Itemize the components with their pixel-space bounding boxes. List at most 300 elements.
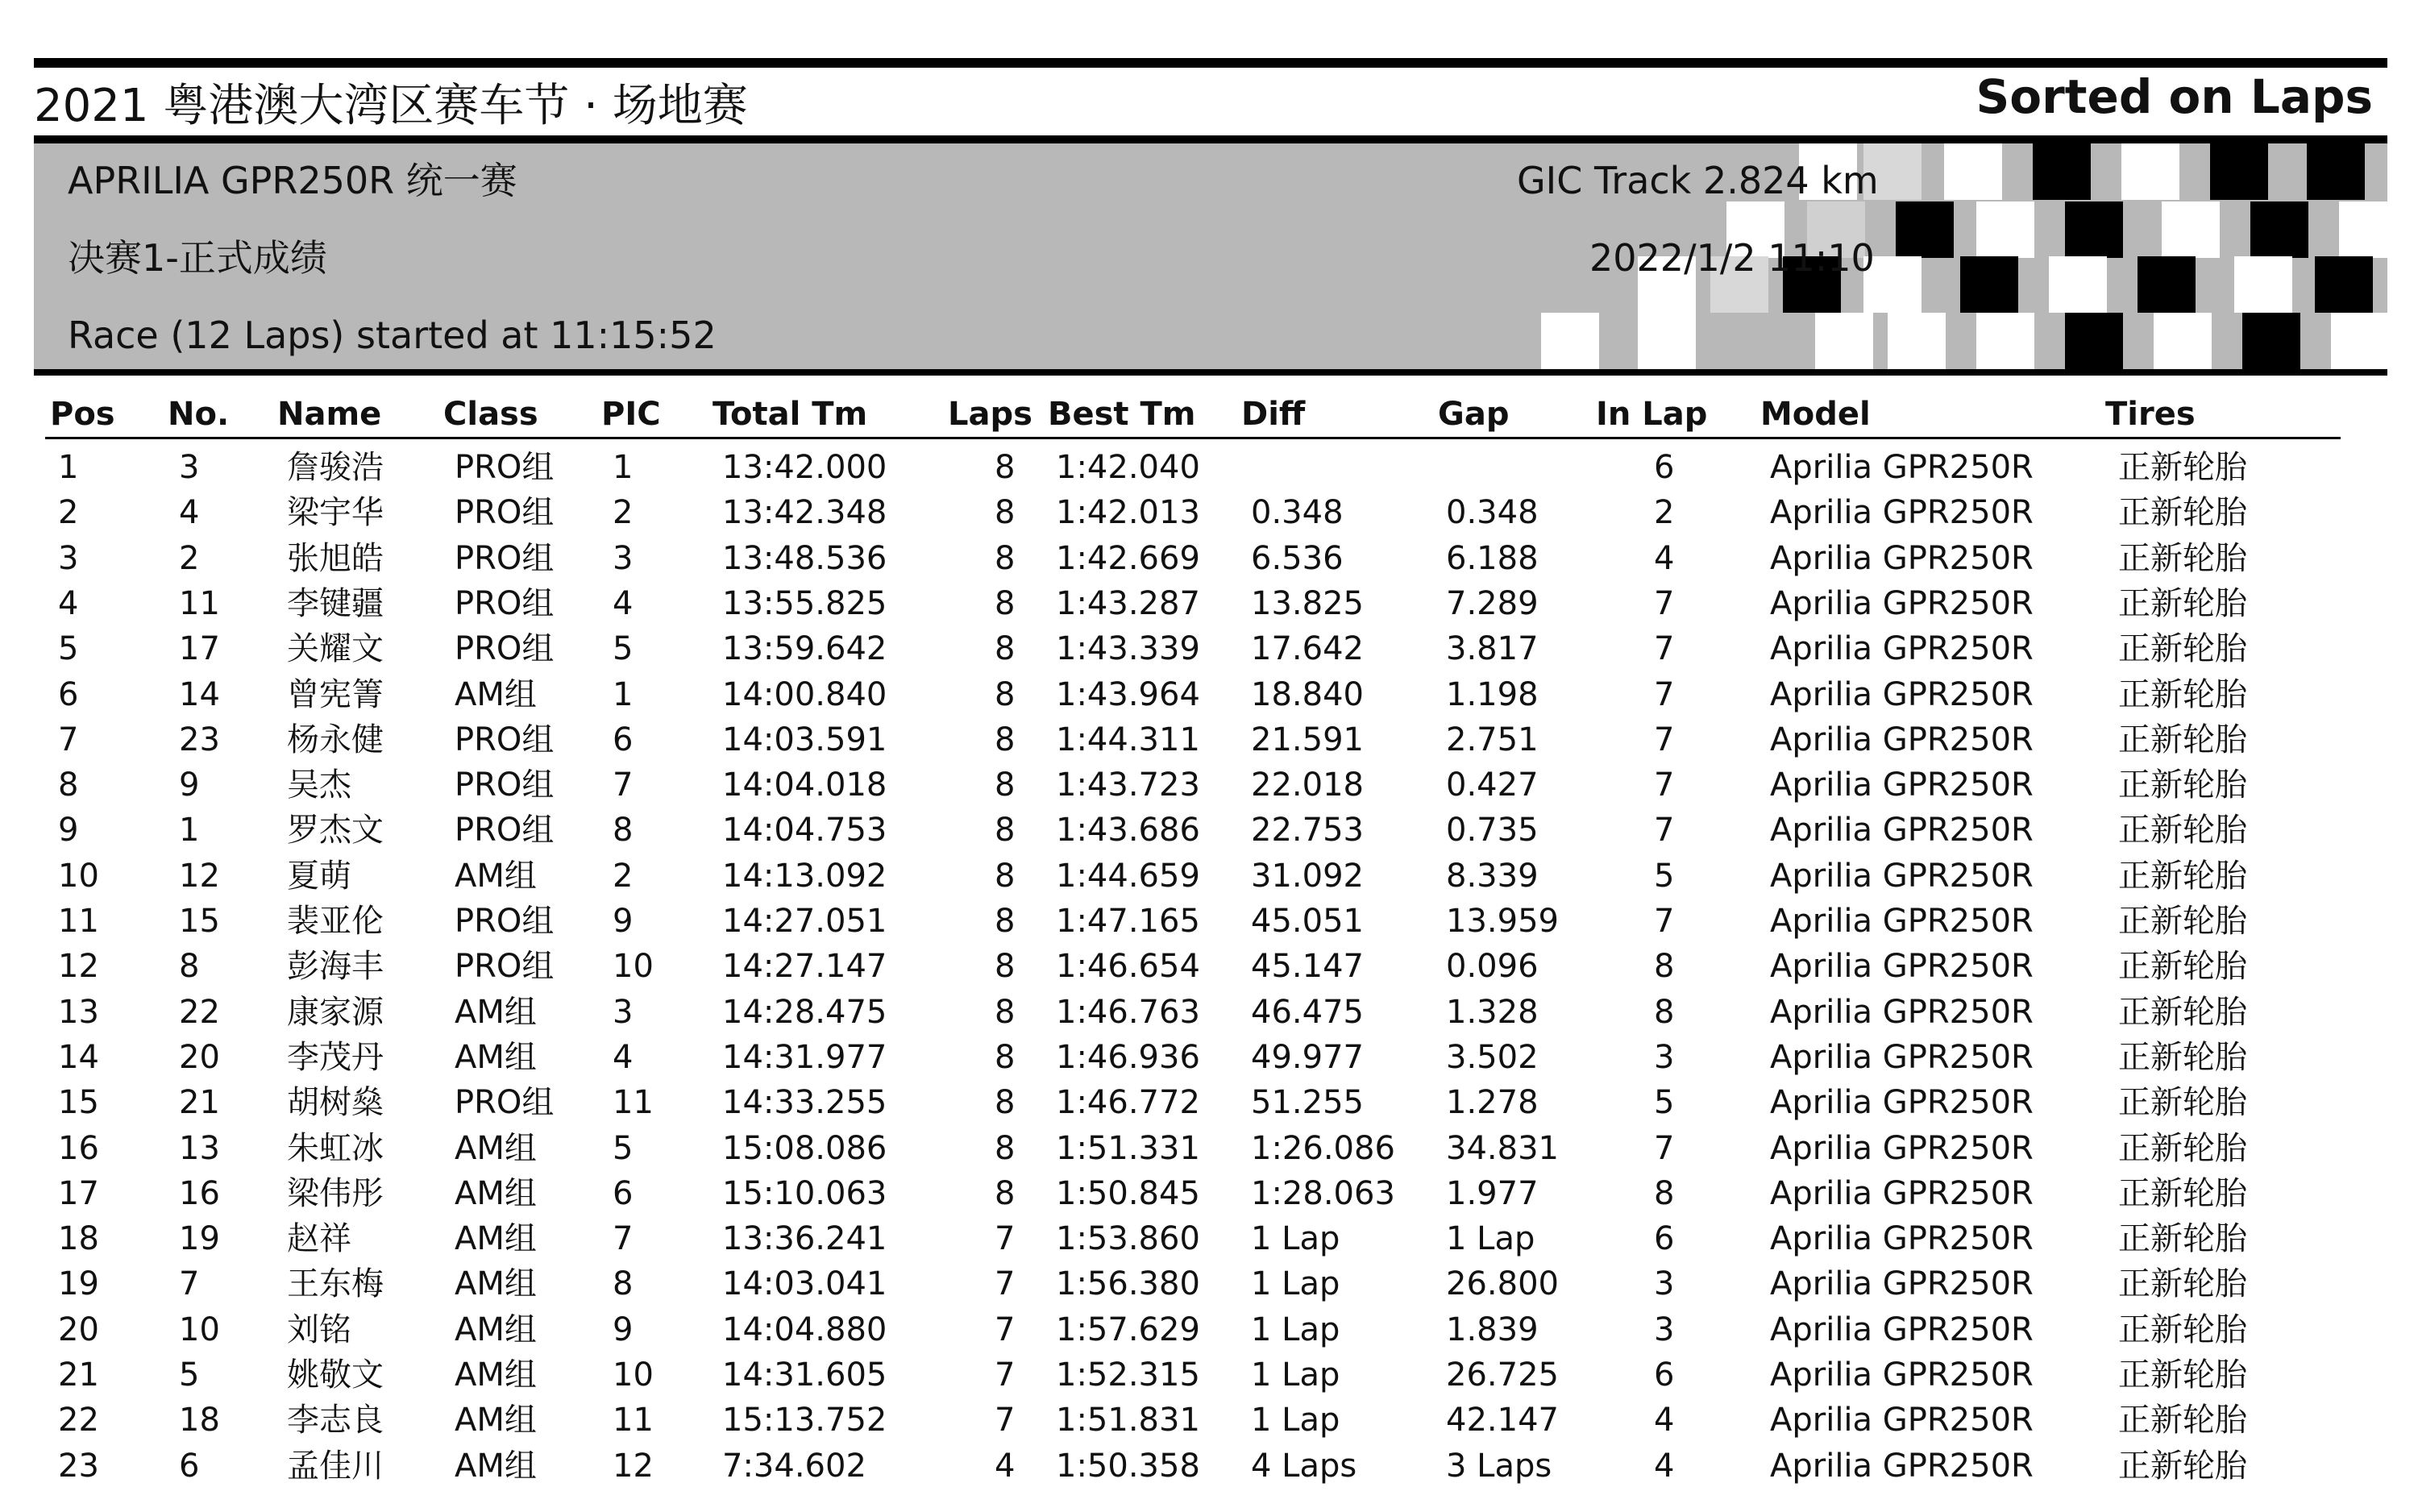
cell-diff: 51.255 [1251,1084,1364,1122]
cell-total: 13:55.825 [722,584,887,622]
cell-inlap: 8 [1654,993,1675,1031]
cell-pos: 21 [58,1356,99,1394]
cell-best: 1:42.040 [1056,449,1200,486]
cell-tires: 正新轮胎 [2118,1265,2247,1303]
cell-gap: 1.977 [1446,1174,1539,1212]
table-row [0,445,2418,490]
cell-pos: 23 [58,1447,99,1485]
cell-tires: 正新轮胎 [2118,1038,2247,1076]
cell-model: Aprilia GPR250R [1770,1038,2034,1076]
cell-tires: 正新轮胎 [2118,675,2247,713]
cell-diff: 31.092 [1251,857,1364,895]
cell-no: 17 [179,630,220,668]
cell-inlap: 5 [1654,1084,1675,1122]
table-row [0,490,2418,535]
cell-gap: 26.800 [1446,1265,1559,1303]
cell-diff: 45.051 [1251,903,1364,940]
cell-laps: 8 [995,948,1016,986]
cell-diff: 1 Lap [1251,1402,1340,1439]
cell-gap: 1.328 [1446,993,1539,1031]
event-datetime: 2022/1/2 11:10 [1589,236,1875,280]
flag-square [1896,201,1954,258]
cell-inlap: 7 [1654,675,1675,713]
cell-diff: 22.018 [1251,766,1364,804]
cell-no: 22 [179,993,220,1031]
cell-name: 王东梅 [287,1265,384,1303]
cell-pos: 4 [58,584,79,622]
cell-class: AM组 [455,993,537,1031]
cell-tires: 正新轮胎 [2118,948,2247,986]
cell-tires: 正新轮胎 [2118,1447,2247,1485]
col-header-diff: Diff [1241,396,1306,433]
race-info: Race (12 Laps) started at 11:15:52 [68,314,717,357]
table-row [0,1080,2418,1125]
cell-class: AM组 [455,1311,537,1348]
cell-model: Aprilia GPR250R [1770,857,2034,895]
table-row [0,1307,2418,1352]
col-header-best: Best Tm [1048,396,1196,433]
cell-total: 13:59.642 [722,630,887,668]
cell-diff: 0.348 [1251,494,1344,532]
table-row [0,1126,2418,1171]
cell-pos: 5 [58,630,79,668]
column-header-rule [45,437,2341,439]
flag-square [2121,143,2179,200]
cell-no: 18 [179,1402,220,1439]
cell-inlap: 5 [1654,857,1675,895]
cell-name: 梁伟彤 [287,1174,384,1212]
cell-pic: 3 [613,539,634,577]
cell-name: 康家源 [287,993,384,1031]
cell-class: PRO组 [455,812,555,849]
cell-pic: 1 [613,449,634,486]
flag-square [2065,313,2123,369]
cell-inlap: 8 [1654,948,1675,986]
table-row [0,808,2418,853]
cell-diff: 17.642 [1251,630,1364,668]
sort-label: Sorted on Laps [1976,69,2373,124]
cell-inlap: 6 [1654,449,1675,486]
cell-best: 1:51.831 [1056,1402,1200,1439]
table-row [0,899,2418,944]
cell-diff: 1 Lap [1251,1265,1340,1303]
cell-gap: 2.751 [1446,721,1539,758]
cell-best: 1:43.964 [1056,675,1200,713]
cell-total: 14:28.475 [722,993,887,1031]
cell-gap: 1.278 [1446,1084,1539,1122]
cell-pos: 10 [58,857,99,895]
cell-name: 裴亚伦 [287,903,384,940]
cell-no: 6 [179,1447,200,1485]
col-header-pos: Pos [50,396,115,433]
flag-square [2234,256,2292,313]
cell-gap: 6.188 [1446,539,1539,577]
cell-name: 李茂丹 [287,1038,384,1076]
cell-pos: 1 [58,449,79,486]
cell-gap: 42.147 [1446,1402,1559,1439]
cell-model: Aprilia GPR250R [1770,584,2034,622]
cell-tires: 正新轮胎 [2118,812,2247,849]
cell-best: 1:57.629 [1056,1311,1200,1348]
cell-diff: 46.475 [1251,993,1364,1031]
cell-pic: 10 [613,948,654,986]
flag-square [2242,313,2300,369]
cell-tires: 正新轮胎 [2118,449,2247,486]
cell-inlap: 3 [1654,1265,1675,1303]
cell-gap: 1.198 [1446,675,1539,713]
cell-pic: 2 [613,857,634,895]
cell-pic: 4 [613,584,634,622]
cell-gap: 13.959 [1446,903,1559,940]
table-row [0,1398,2418,1443]
cell-tires: 正新轮胎 [2118,1402,2247,1439]
cell-total: 14:33.255 [722,1084,887,1122]
cell-diff: 1:28.063 [1251,1174,1395,1212]
flag-square [2210,143,2268,200]
cell-model: Aprilia GPR250R [1770,539,2034,577]
cell-total: 14:03.591 [722,721,887,758]
cell-pic: 8 [613,812,634,849]
cell-no: 20 [179,1038,220,1076]
cell-diff: 6.536 [1251,539,1344,577]
cell-pos: 9 [58,812,79,849]
cell-total: 14:27.051 [722,903,887,940]
cell-pic: 6 [613,721,634,758]
cell-pic: 9 [613,903,634,940]
cell-total: 13:48.536 [722,539,887,577]
cell-tires: 正新轮胎 [2118,584,2247,622]
cell-best: 1:50.358 [1056,1447,1200,1485]
cell-name: 吴杰 [287,766,351,804]
cell-model: Aprilia GPR250R [1770,630,2034,668]
cell-tires: 正新轮胎 [2118,1129,2247,1167]
cell-laps: 8 [995,857,1016,895]
col-header-model: Model [1760,396,1871,433]
cell-pos: 3 [58,539,79,577]
cell-inlap: 6 [1654,1356,1675,1394]
table-row [0,717,2418,762]
cell-pos: 7 [58,721,79,758]
cell-inlap: 7 [1654,766,1675,804]
cell-pic: 5 [613,1129,634,1167]
cell-model: Aprilia GPR250R [1770,494,2034,532]
table-row [0,1261,2418,1306]
flag-square [2339,201,2387,258]
cell-pos: 12 [58,948,99,986]
page-title: 2021 粤港澳大湾区赛车节 · 场地赛 [34,80,748,132]
cell-gap: 1.839 [1446,1311,1539,1348]
cell-name: 张旭皓 [287,539,384,577]
cell-inlap: 4 [1654,539,1675,577]
cell-name: 杨永健 [287,721,384,758]
cell-best: 1:43.686 [1056,812,1200,849]
cell-laps: 8 [995,903,1016,940]
cell-best: 1:44.311 [1056,721,1200,758]
cell-laps: 7 [995,1402,1016,1439]
cell-model: Aprilia GPR250R [1770,1265,2034,1303]
cell-class: AM组 [455,1174,537,1212]
cell-diff: 1:26.086 [1251,1129,1395,1167]
cell-total: 14:03.041 [722,1265,887,1303]
cell-best: 1:43.339 [1056,630,1200,668]
col-header-no: No. [168,396,230,433]
event-name: APRILIA GPR250R 统一赛 [68,159,517,202]
cell-model: Aprilia GPR250R [1770,721,2034,758]
cell-best: 1:51.331 [1056,1129,1200,1167]
cell-diff: 4 Laps [1251,1447,1357,1485]
cell-model: Aprilia GPR250R [1770,903,2034,940]
table-row [0,581,2418,626]
cell-tires: 正新轮胎 [2118,903,2247,940]
cell-pos: 13 [58,993,99,1031]
cell-pic: 3 [613,993,634,1031]
cell-inlap: 7 [1654,721,1675,758]
cell-pic: 2 [613,494,634,532]
cell-laps: 7 [995,1265,1016,1303]
cell-gap: 34.831 [1446,1129,1559,1167]
cell-model: Aprilia GPR250R [1770,812,2034,849]
cell-pos: 17 [58,1174,99,1212]
flag-square [1976,201,2034,258]
table-row [0,1171,2418,1216]
cell-class: AM组 [455,1356,537,1394]
cell-gap: 0.348 [1446,494,1539,532]
cell-laps: 8 [995,812,1016,849]
cell-total: 15:13.752 [722,1402,887,1439]
cell-tires: 正新轮胎 [2118,1174,2247,1212]
cell-total: 14:00.840 [722,675,887,713]
cell-tires: 正新轮胎 [2118,630,2247,668]
cell-inlap: 3 [1654,1038,1675,1076]
header-bottom-rule [34,369,2387,376]
cell-name: 胡树燊 [287,1084,384,1122]
cell-total: 14:13.092 [722,857,887,895]
cell-name: 关耀文 [287,630,384,668]
flag-square [1960,256,2018,313]
event-header-band [34,143,2387,369]
cell-tires: 正新轮胎 [2118,721,2247,758]
cell-tires: 正新轮胎 [2118,539,2247,577]
cell-best: 1:43.287 [1056,584,1200,622]
flag-square [1815,313,1873,369]
cell-pos: 14 [58,1038,99,1076]
cell-laps: 8 [995,993,1016,1031]
flag-square [2315,256,2373,313]
cell-tires: 正新轮胎 [2118,766,2247,804]
cell-laps: 7 [995,1220,1016,1258]
cell-diff: 22.753 [1251,812,1364,849]
cell-pic: 8 [613,1265,634,1303]
cell-class: PRO组 [455,903,555,940]
cell-class: AM组 [455,1220,537,1258]
flag-square [2307,143,2365,200]
track-info: GIC Track 2.824 km [1517,159,1879,202]
cell-total: 13:36.241 [722,1220,887,1258]
cell-laps: 8 [995,721,1016,758]
table-row [0,1035,2418,1080]
flag-square [2033,143,2091,200]
cell-inlap: 8 [1654,1174,1675,1212]
cell-pic: 10 [613,1356,654,1394]
cell-laps: 8 [995,1084,1016,1122]
cell-gap: 3.817 [1446,630,1539,668]
table-row [0,626,2418,671]
cell-name: 孟佳川 [287,1447,384,1485]
cell-model: Aprilia GPR250R [1770,1129,2034,1167]
cell-class: PRO组 [455,494,555,532]
cell-total: 13:42.000 [722,449,887,486]
cell-no: 15 [179,903,220,940]
cell-diff: 1 Lap [1251,1311,1340,1348]
cell-best: 1:46.763 [1056,993,1200,1031]
cell-inlap: 7 [1654,1129,1675,1167]
session-name: 决赛1-正式成绩 [68,236,327,280]
cell-tires: 正新轮胎 [2118,1220,2247,1258]
cell-class: AM组 [455,1265,537,1303]
table-row [0,1352,2418,1398]
cell-pic: 6 [613,1174,634,1212]
cell-no: 3 [179,449,200,486]
cell-gap: 3.502 [1446,1038,1539,1076]
cell-name: 朱虹冰 [287,1129,384,1167]
cell-pos: 6 [58,675,79,713]
cell-pos: 22 [58,1402,99,1439]
cell-pic: 4 [613,1038,634,1076]
cell-pos: 11 [58,903,99,940]
cell-pic: 7 [613,766,634,804]
cell-pos: 19 [58,1265,99,1303]
cell-tires: 正新轮胎 [2118,1084,2247,1122]
col-header-gap: Gap [1438,396,1510,433]
cell-total: 15:10.063 [722,1174,887,1212]
cell-best: 1:46.654 [1056,948,1200,986]
cell-model: Aprilia GPR250R [1770,449,2034,486]
cell-no: 23 [179,721,220,758]
cell-pos: 16 [58,1129,99,1167]
cell-tires: 正新轮胎 [2118,857,2247,895]
cell-name: 曾宪箐 [287,675,384,713]
cell-model: Aprilia GPR250R [1770,1084,2034,1122]
cell-no: 8 [179,948,200,986]
cell-laps: 4 [995,1447,1016,1485]
cell-no: 12 [179,857,220,895]
cell-total: 14:31.605 [722,1356,887,1394]
cell-best: 1:46.936 [1056,1038,1200,1076]
cell-total: 14:27.147 [722,948,887,986]
cell-name: 赵祥 [287,1220,351,1258]
cell-best: 1:47.165 [1056,903,1200,940]
cell-gap: 7.289 [1446,584,1539,622]
cell-gap: 0.427 [1446,766,1539,804]
table-row [0,762,2418,808]
cell-pos: 8 [58,766,79,804]
cell-class: AM组 [455,1447,537,1485]
flag-square [1888,313,1946,369]
cell-pos: 2 [58,494,79,532]
cell-diff: 21.591 [1251,721,1364,758]
cell-no: 21 [179,1084,220,1122]
cell-inlap: 2 [1654,494,1675,532]
cell-no: 4 [179,494,200,532]
cell-diff: 18.840 [1251,675,1364,713]
cell-pic: 11 [613,1084,654,1122]
cell-no: 7 [179,1265,200,1303]
cell-inlap: 4 [1654,1402,1675,1439]
cell-model: Aprilia GPR250R [1770,1356,2034,1394]
cell-laps: 8 [995,1038,1016,1076]
col-header-class: Class [443,396,538,433]
cell-class: PRO组 [455,721,555,758]
cell-best: 1:56.380 [1056,1265,1200,1303]
cell-class: PRO组 [455,584,555,622]
cell-inlap: 3 [1654,1311,1675,1348]
cell-no: 11 [179,584,220,622]
cell-class: AM组 [455,1129,537,1167]
cell-tires: 正新轮胎 [2118,494,2247,532]
cell-tires: 正新轮胎 [2118,1356,2247,1394]
cell-total: 7:34.602 [722,1447,866,1485]
cell-class: PRO组 [455,630,555,668]
cell-model: Aprilia GPR250R [1770,675,2034,713]
cell-total: 15:08.086 [722,1129,887,1167]
cell-model: Aprilia GPR250R [1770,948,2034,986]
cell-name: 梁宇华 [287,494,384,532]
cell-no: 19 [179,1220,220,1258]
cell-tires: 正新轮胎 [2118,993,2247,1031]
cell-name: 夏萌 [287,857,351,895]
cell-laps: 8 [995,1174,1016,1212]
cell-diff: 49.977 [1251,1038,1364,1076]
cell-diff: 13.825 [1251,584,1364,622]
cell-name: 李键疆 [287,584,384,622]
cell-model: Aprilia GPR250R [1770,1447,2034,1485]
cell-inlap: 7 [1654,630,1675,668]
cell-gap: 26.725 [1446,1356,1559,1394]
table-row [0,990,2418,1035]
flag-square [1541,313,1599,369]
cell-inlap: 6 [1654,1220,1675,1258]
cell-pic: 5 [613,630,634,668]
cell-total: 14:31.977 [722,1038,887,1076]
cell-pic: 1 [613,675,634,713]
cell-best: 1:50.845 [1056,1174,1200,1212]
cell-no: 1 [179,812,200,849]
cell-pic: 7 [613,1220,634,1258]
cell-no: 14 [179,675,220,713]
flag-square [1944,143,2002,200]
cell-gap: 1 Lap [1446,1220,1535,1258]
cell-laps: 8 [995,584,1016,622]
col-header-name: Name [277,396,382,433]
cell-laps: 8 [995,630,1016,668]
cell-pic: 11 [613,1402,654,1439]
cell-name: 罗杰文 [287,812,384,849]
cell-inlap: 7 [1654,903,1675,940]
cell-class: AM组 [455,675,537,713]
cell-no: 16 [179,1174,220,1212]
table-row [0,536,2418,581]
flag-square [2065,201,2123,258]
cell-no: 13 [179,1129,220,1167]
cell-total: 13:42.348 [722,494,887,532]
cell-inlap: 4 [1654,1447,1675,1485]
col-header-total: Total Tm [713,396,868,433]
cell-model: Aprilia GPR250R [1770,1174,2034,1212]
cell-laps: 8 [995,494,1016,532]
cell-class: PRO组 [455,539,555,577]
flag-square [2138,256,2196,313]
cell-class: AM组 [455,1402,537,1439]
